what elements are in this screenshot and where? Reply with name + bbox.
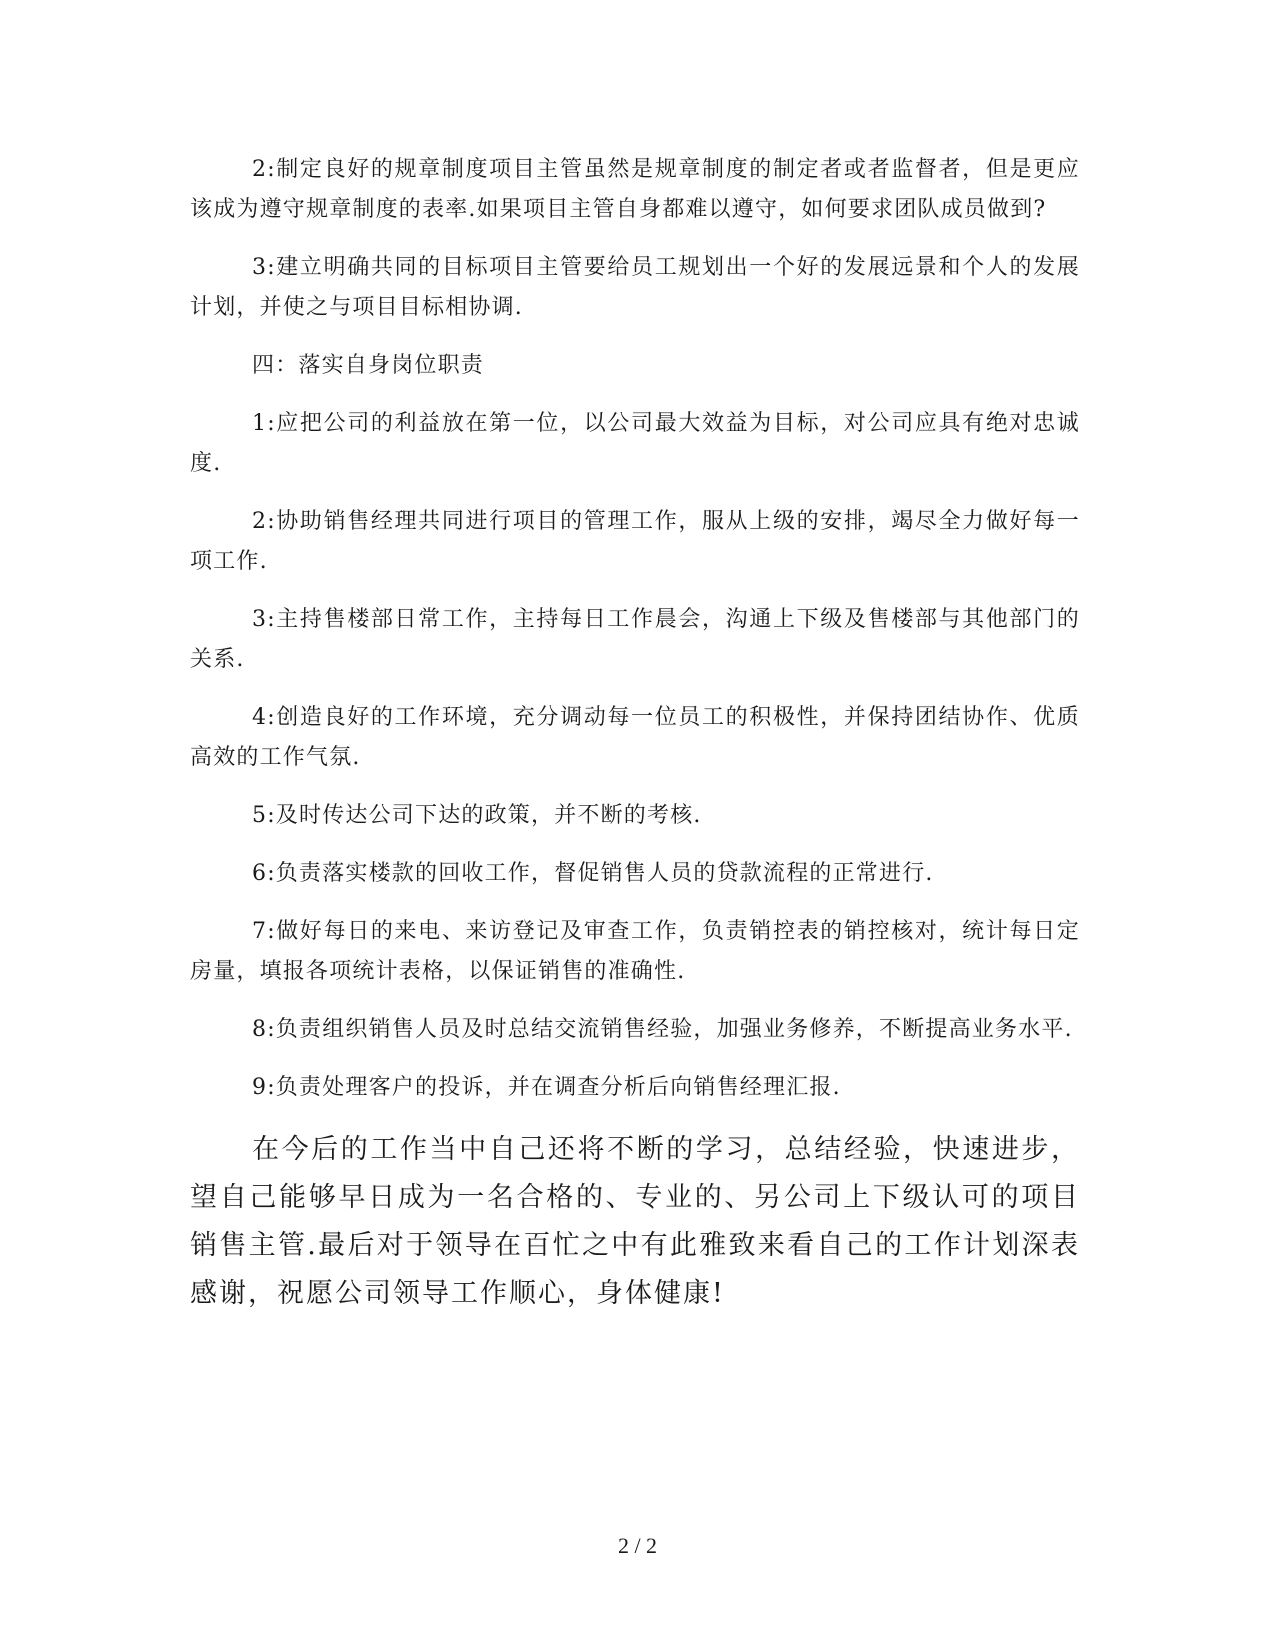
closing-paragraph: 在今后的工作当中自己还将不断的学习，总结经验，快速进步，望自己能够早日成为一名合格的、专业的、另公司上下级认可的项目销售主管.最后对于领导在百忙之中有此雅致来看自己的工作计划深表感谢，祝愿公司领导工作顺心，身体健康! [190,1134,1080,1309]
duty-item-1: 1:应把公司的利益放在第一位，以公司最大效益为目标，对公司应具有绝对忠诚度. [190,411,1080,476]
duty-item-7: 7:做好每日的来电、来访登记及审查工作，负责销控表的销控核对，统计每日定房量，填报各项统计表格，以保证销售的准确性. [190,919,1080,984]
duty-item-4: 4:创造良好的工作环境，充分调动每一位员工的积极性，并保持团结协作、优质高效的工作气氛. [190,705,1080,770]
duty-item-2: 2:协助销售经理共同进行项目的管理工作，服从上级的安排，竭尽全力做好每一项工作. [190,509,1080,574]
duty-item-6: 6:负责落实楼款的回收工作，督促销售人员的贷款流程的正常进行. [252,861,934,886]
paragraph-rules: 2:制定良好的规章制度项目主管虽然是规章制度的制定者或者监督者，但是更应该成为遵守规章制度的表率.如果项目主管自身都难以遵守，如何要求团队成员做到? [190,157,1080,222]
section-heading: 四：落实自身岗位职责 [252,353,485,378]
duty-item-5: 5:及时传达公司下达的政策，并不断的考核. [252,803,702,828]
duty-item-9: 9:负责处理客户的投诉，并在调查分析后向销售经理汇报. [252,1075,841,1100]
duty-item-8: 8:负责组织销售人员及时总结交流销售经验，加强业务修养，不断提高业务水平. [252,1017,1073,1042]
paragraph-goal: 3:建立明确共同的目标项目主管要给员工规划出一个好的发展远景和个人的发展计划，并使之与项目目标相协调. [190,255,1080,320]
page-number: 2 / 2 [617,1533,658,1558]
document-body [190,150,1080,1336]
duty-item-3: 3:主持售楼部日常工作，主持每日工作晨会，沟通上下级及售楼部与其他部门的关系. [190,607,1080,672]
